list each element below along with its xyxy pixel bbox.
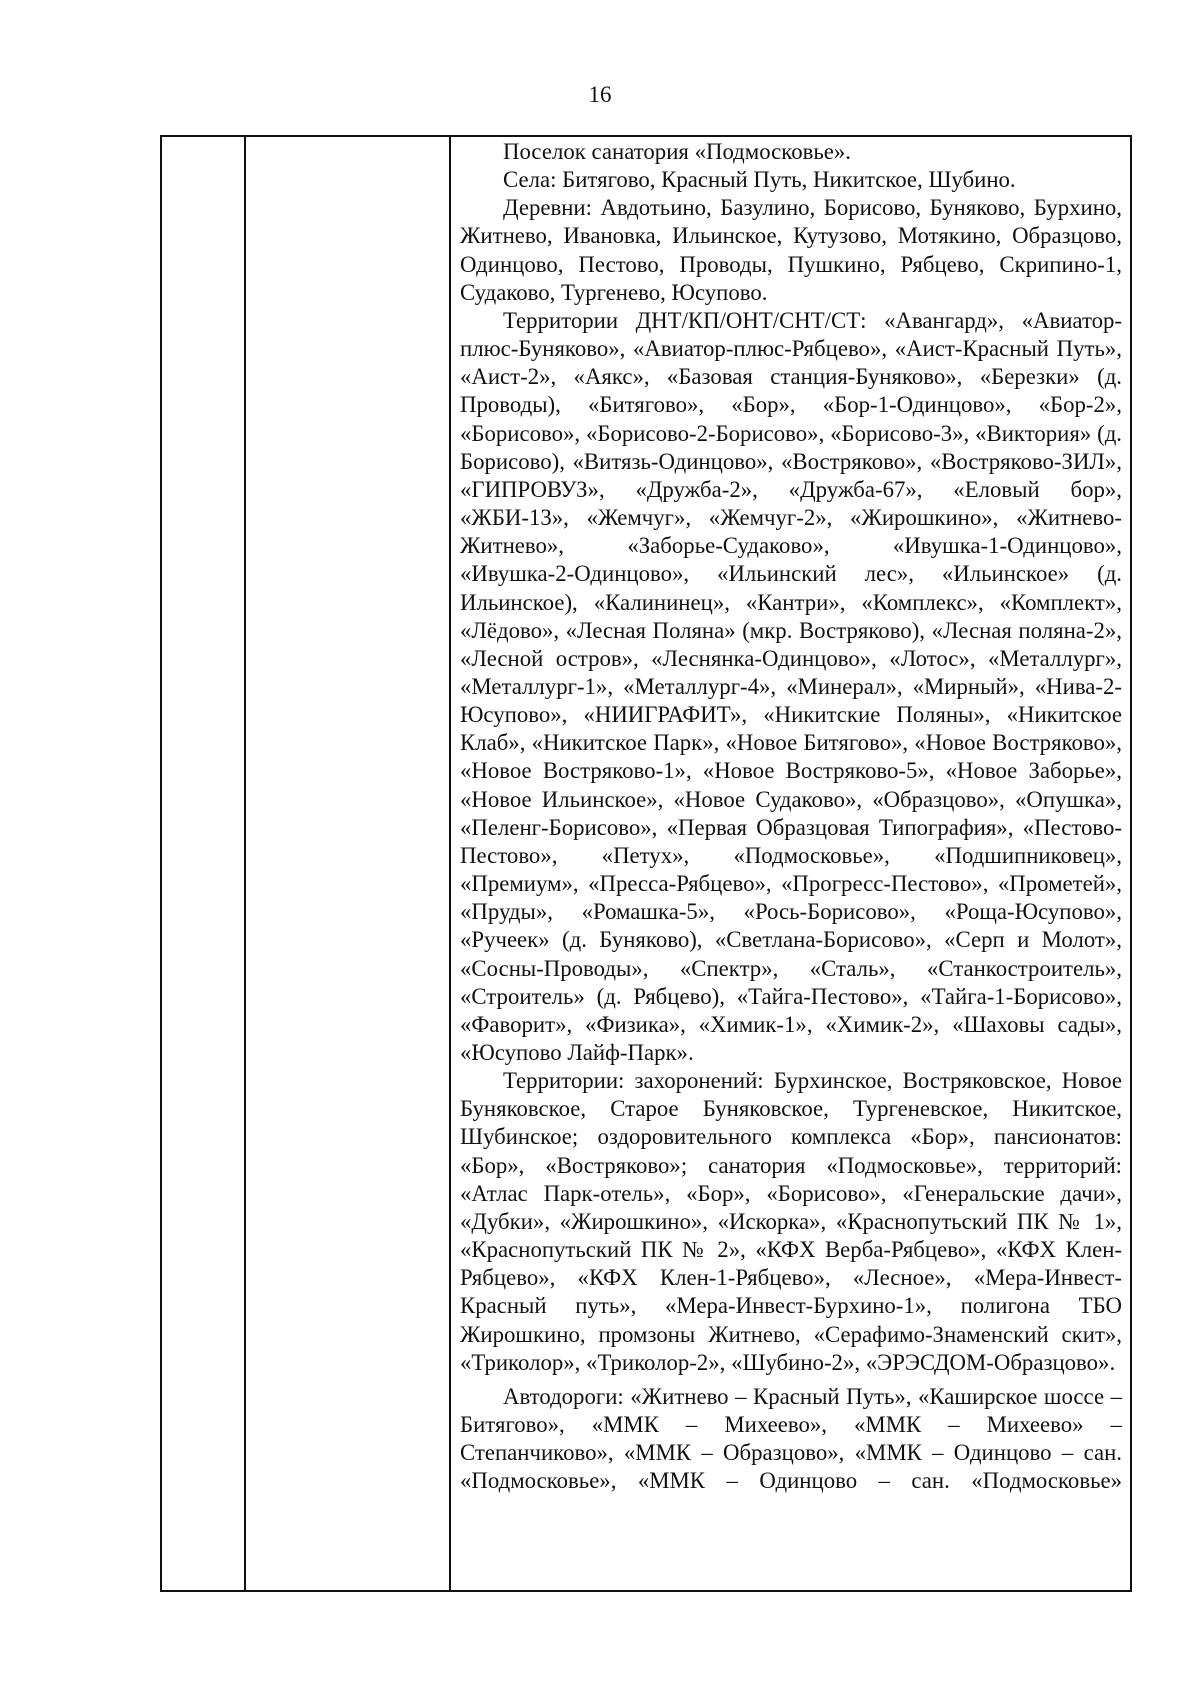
paragraph-sanatorium-settlement: Поселок санатория «Подмосковье». [503,139,851,164]
paragraph-villages: Села: Битягово, Красный Путь, Никитское, Шубино. [503,167,1016,193]
paragraph-roads: Автодороги: «Житнево – Красный Путь», «Каширское шоссе – Битягово», «ММК – Михеево», «ММК – Михеево» – Степанчиково», «ММК – Образцово», «ММК – Одинцово – сан. «Подмосковье», «ММК – Одинцово – сан. «Подмосковье» [460,1383,1122,1494]
column-divider-2 [449,137,451,1590]
page-number: 16 [588,82,612,107]
territory-list-cell [460,138,1122,1496]
settlements-table [160,135,1132,1592]
paragraph-garden-territories: Территории ДНТ/КП/ОНТ/СНТ/СТ: «Авангард», «Авиатор-плюс-Буняково», «Авиатор-плюс-Рябцево», «Аист-Красный Путь», «Аист-2», «Аякс», «Базовая станция-Буняково», «Березки» (д. Проводы), «Битягово», «Бор», «Бор-1-Одинцово», «Бор-2», «Борисово», «Борисово-2-Борисово», «Борисово-3», «Виктория» (д. Борисово), «Витязь-Одинцово», «Востряково», «Востряково-ЗИЛ», «ГИПРОВУЗ», «Дружба-2», «Дружба-67», «Еловый бор», «ЖБИ-13», «Жемчуг», «Жемчуг-2», «Жирошкино», «Житнево-Житнево», «Заборье-Судаково», «Ивушка-1-Одинцово», «Ивушка-2-Одинцово», «Ильинский лес», «Ильинское» (д. Ильинское), «Калининец», «Кантри», «Комплекс», «Комплект», «Лёдово», «Лесная Поляна» (мкр. Востряково), «Лесная поляна-2», «Лесной остров», «Леснянка-Одинцово», «Лотос», «Металлург», «Металлург-1», «Металлург-4», «Минерал», «Мирный», «Нива-2-Юсупово», «НИИГРАФИТ», «Никитские Поляны», «Никитское Клаб», «Никитское Парк», «Новое Битягово», «Новое Востряково», «Новое Востряково-1», «Новое Востряково-5», «Новое Заборье», «Новое Ильинское», «Новое Судаково», «Образцово», «Опушка», «Пеленг-Борисово», «Первая Образцовая Типография», «Пестово-Пестово», «Петух», «Подмосковье», «Подшипниковец», «Премиум», «Пресса-Рябцево», «Прогресс-Пестово», «Прометей», «Пруды», «Ромашка-5», «Рось-Борисово», «Роща-Юсупово», «Ручеек» (д. Буняково), «Светлана-Борисово», «Серп и Молот», «Сосны-Проводы», «Спектр», «Сталь», «Станкостроитель», «Строитель» (д. Рябцево), «Тайга-Пестово», «Тайга-1-Борисово», «Фаворит», «Физика», «Химик-1», «Химик-2», «Шаховы сады», «Юсупово Лайф-Парк». [460,307,1122,1065]
column-divider-1 [244,137,246,1590]
paragraph-hamlets: Деревни: Авдотьино, Базулино, Борисово, Буняково, Бурхино, Житнево, Ивановка, Ильинское, Кутузово, Мотякино, Образцово, Одинцово, Пестово, Проводы, Пушкино, Рябцево, Скрипино-1, Судаково, Тургенево, Юсупово. [460,195,1122,305]
paragraph-other-territories: Территории: захоронений: Бурхинское, Востряковское, Новое Буняковское, Старое Буняковское, Тургеневское, Никитское, Шубинское; оздоровительного комплекса «Бор», пансионатов: «Бор», «Востряково»; санатория «Подмосковье», территорий: «Атлас Парк-отель», «Бор», «Борисово», «Генеральские дачи», «Дубки», «Жирошкино», «Искорка», «Краснопутьский ПК № 1», «Краснопутьский ПК № 2», «КФХ Верба-Рябцево», «КФХ Клен-Рябцево», «КФХ Клен-1-Рябцево», «Лесное», «Мера-Инвест-Красный путь», «Мера-Инвест-Бурхино-1», полигона ТБО Жирошкино, промзоны Житнево, «Серафимо-Знаменский скит», «Триколор», «Триколор-2», «Шубино-2», «ЭРЭСДОМ-Образцово». [460,1068,1122,1375]
